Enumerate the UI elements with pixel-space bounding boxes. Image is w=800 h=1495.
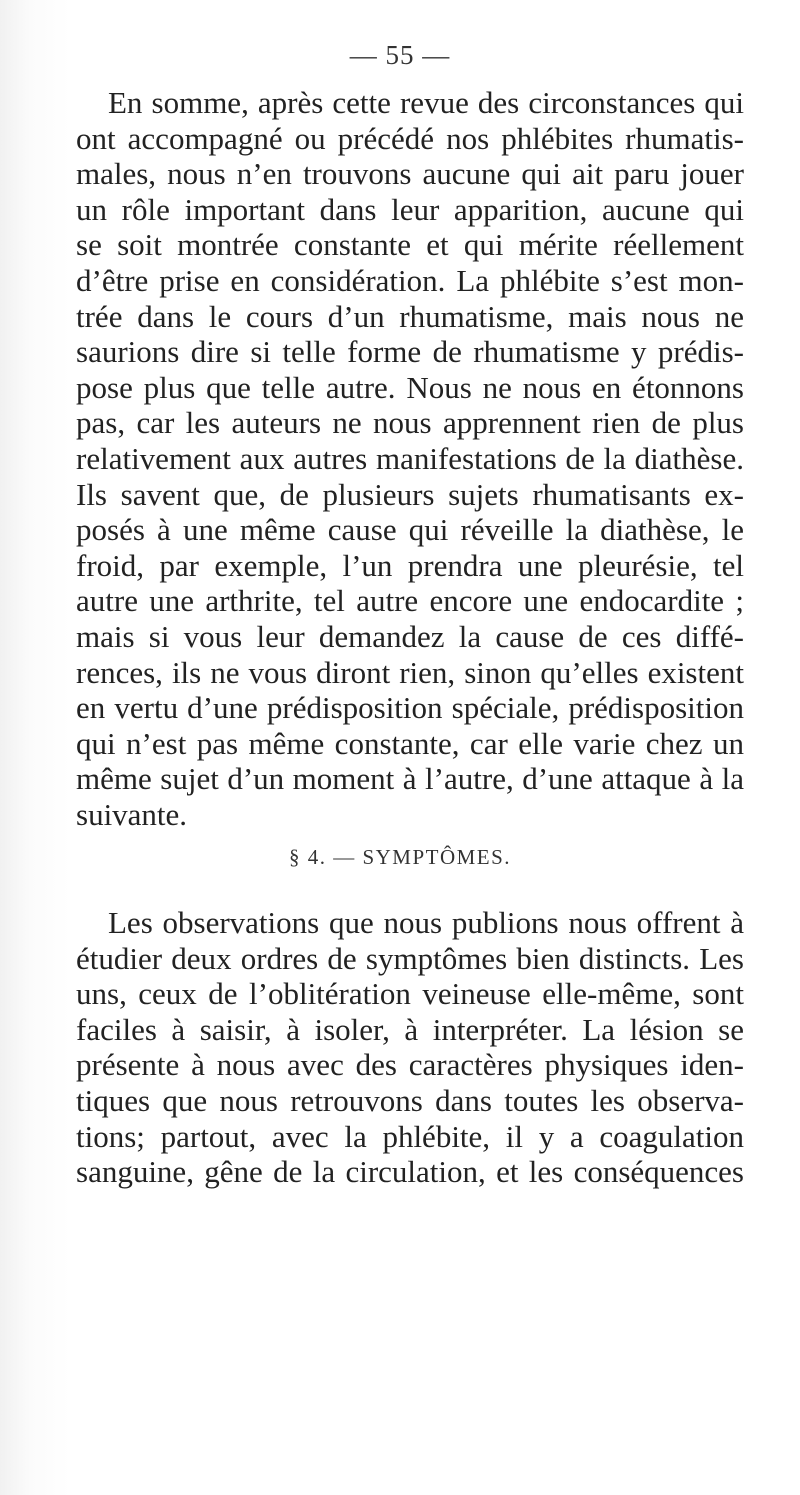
- text-line: Ils savent que, de plusieurs sujets rhumatisants ex-: [76, 476, 744, 512]
- text-line: en vertu d’une prédisposition spéciale, prédisposition: [76, 690, 744, 726]
- text-line: se soit montrée constante et qui mérite réellement: [76, 227, 744, 263]
- text-line: pose plus que telle autre. Nous ne nous en étonnons: [76, 369, 744, 405]
- paragraph-1: [76, 85, 744, 832]
- text-line: males, nous n’en trouvons aucune qui ait paru jouer: [76, 156, 744, 192]
- text-line: tions; partout, avec la phlébite, il y a coagulation: [76, 1118, 744, 1154]
- text-line: saurions dire si telle forme de rhumatisme y prédis-: [76, 334, 744, 370]
- page-number: — 55 —: [349, 40, 451, 70]
- paragraph-2: [76, 905, 744, 1190]
- text-line: autre une arthrite, tel autre encore une endocardite ;: [76, 583, 744, 619]
- section-heading: § 4. — SYMPTÔMES.: [288, 845, 512, 869]
- text-line: trée dans le cours d’un rhumatisme, mais nous ne: [76, 298, 744, 334]
- text-line: rences, ils ne vous diront rien, sinon qu’elles existent: [76, 654, 744, 690]
- text-line: un rôle important dans leur apparition, aucune qui: [76, 191, 744, 227]
- text-line: même sujet d’un moment à l’autre, d’une attaque à la: [76, 761, 744, 797]
- text-line: relativement aux autres manifestations de la diathèse.: [76, 440, 744, 476]
- text-line: Les observations que nous publions nous offrent à: [108, 905, 744, 940]
- text-line: mais si vous leur demandez la cause de ces diffé-: [76, 618, 744, 654]
- text-line: ont accompagné ou précédé nos phlébites rhumatis-: [76, 120, 744, 156]
- text-line: tiques que nous retrouvons dans toutes les observa-: [76, 1082, 744, 1118]
- text-line: étudier deux ordres de symptômes bien distincts. Les: [76, 940, 744, 976]
- text-line: posés à une même cause qui réveille la diathèse, le: [76, 512, 744, 548]
- text-line: pas, car les auteurs ne nous apprennent rien de plus: [76, 405, 744, 441]
- text-line: suivante.: [76, 796, 188, 832]
- text-line: qui n’est pas même constante, car elle varie chez un: [76, 725, 744, 761]
- text-line: présente à nous avec des caractères physiques iden-: [76, 1047, 744, 1083]
- text-line: froid, par exemple, l’un prendra une pleurésie, tel: [76, 547, 744, 583]
- text-line: En somme, après cette revue des circonstances qui: [108, 85, 744, 120]
- text-line: uns, ceux de l’oblitération veineuse elle-même, sont: [76, 976, 744, 1012]
- text-line: faciles à saisir, à isoler, à interpréter. La lésion se: [76, 1011, 744, 1047]
- text-line: d’être prise en considération. La phlébite s’est mon-: [76, 262, 744, 298]
- text-line: sanguine, gêne de la circulation, et les conséquences: [76, 1154, 744, 1190]
